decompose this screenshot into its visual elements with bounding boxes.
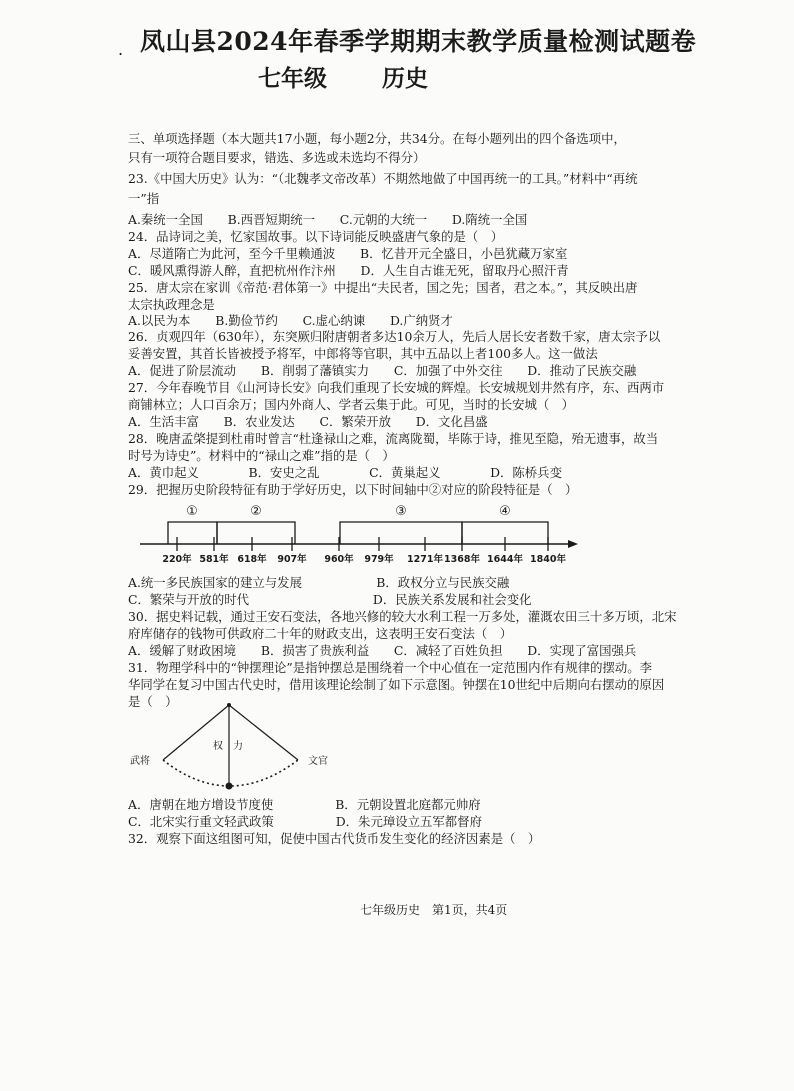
text-line: 商铺林立；人口百余万；国内外商人、学者云集于此。可见，当时的长安城（ ） xyxy=(128,397,575,412)
pendulum-arc xyxy=(163,760,298,786)
header-bullet: . xyxy=(118,40,124,59)
timeline-stage-label: ① xyxy=(186,504,198,519)
text-line: 31．物理学科中的“钟摆理论”是指钟摆总是围绕着一个中心值在一定范围内作有规律的摆动。李 xyxy=(128,660,653,675)
pendulum-diagram xyxy=(163,705,298,786)
text-line: 时号为诗史”。材料中的“禄山之难”指的是（ ） xyxy=(128,448,395,463)
text-line: 30．据史料记载，通过王安石变法，各地兴修的较大水利工程一万多处，灌溉农田三十多万顷，北宋 xyxy=(128,609,677,624)
timeline-tick-label: 581年 xyxy=(199,554,229,565)
page-footer: 七年级历史 第1页，共4页 xyxy=(360,903,508,917)
pendulum-right-label: 文官 xyxy=(308,756,328,767)
text-line: A.秦统一全国 B.西晋短期统一 C.元朝的大统一 D.隋统一全国 xyxy=(128,212,528,227)
text-line: 26．贞观四年（630年），东突厥归附唐朝者多达10余万人，先后人居长安者数千家，唐太宗予以 xyxy=(128,329,661,344)
text-line: 是（ ） xyxy=(128,694,178,709)
text-line: 华同学在复习中国古代史时，借用该理论绘制了如下示意图。钟摆在10世纪中后期向右摆动的原因 xyxy=(128,677,665,692)
text-line: A．促进了阶层流动 B．削弱了藩镇实力 C．加强了中外交往 D．推动了民族交融 xyxy=(128,363,637,378)
pendulum-pivot xyxy=(227,703,231,707)
stage-4-bracket xyxy=(462,522,548,544)
timeline-tick-label: 979年 xyxy=(364,554,394,565)
pendulum-center-label-2: 力 xyxy=(233,741,243,752)
stage-1-bracket xyxy=(168,522,217,544)
timeline-arrow-icon xyxy=(568,540,578,548)
exam-title: 凤山县2024年春季学期期末教学质量检测试题卷 xyxy=(140,27,697,56)
timeline-tick-label: 1840年 xyxy=(530,554,566,565)
text-line: C．暖风熏得游人醉，直把杭州作汴州 D．人生自古谁无死，留取丹心照汗青 xyxy=(128,263,569,278)
text-line: 三、单项选择题（本大题共17小题，每小题2分，共34分。在每小题列出的四个备选项中， xyxy=(128,131,626,146)
timeline-stage-label: ② xyxy=(250,504,262,519)
timeline-stage-label: ③ xyxy=(395,504,407,519)
timeline-tick-label: 907年 xyxy=(277,554,307,565)
text-line: A.统一多民族国家的建立与发展 B．政权分立与民族交融 xyxy=(128,575,510,590)
timeline-tick-label: 1271年 xyxy=(407,554,443,565)
pendulum-center-label-1: 权 xyxy=(213,741,223,752)
timeline-tick-label: 960年 xyxy=(324,554,354,565)
timeline-tick-label: 1368年 xyxy=(444,554,480,565)
pendulum-left-label: 武将 xyxy=(130,756,150,767)
pendulum-right-string xyxy=(229,705,298,760)
text-line: 太宗执政理念是 xyxy=(128,297,215,312)
text-line: 27．今年春晚节目《山河诗长安》向我们重现了长安城的辉煌。长安城规划井然有序，东、西两市 xyxy=(128,380,665,395)
text-line: A．尽道隋亡为此河，至今千里赖通波 B．忆昔开元全盛日，小邑犹藏万家室 xyxy=(128,246,568,261)
text-line: A．缓解了财政困境 B．损害了贵族利益 C．减轻了百姓负担 D．实现了富国强兵 xyxy=(128,643,637,658)
text-line: 一”指 xyxy=(128,191,160,206)
text-line: 29．把握历史阶段特征有助于学好历史，以下时间轴中②对应的阶段特征是（ ） xyxy=(128,482,578,497)
pendulum-bob xyxy=(226,783,233,790)
text-line: 24．品诗词之美，忆家国故事。以下诗词能反映盛唐气象的是（ ） xyxy=(128,229,504,244)
stage-2-bracket xyxy=(217,522,295,544)
text-line: 32．观察下面这组图可知，促使中国古代货币发生变化的经济因素是（ ） xyxy=(128,831,541,846)
exam-subject: 历史 xyxy=(382,65,428,92)
timeline-tick-label: 1644年 xyxy=(487,554,523,565)
text-line: 府库储存的钱物可供政府二十年的财政支出，这表明王安石变法（ ） xyxy=(128,626,513,641)
text-line: 只有一项符合题目要求，错选、多选或未选均不得分） xyxy=(128,150,426,165)
text-line: A．黄巾起义 B．安史之乱 C．黄巢起义 D．陈桥兵变 xyxy=(128,465,562,480)
text-line: C．繁荣与开放的时代 D．民族关系发展和社会变化 xyxy=(128,592,532,607)
text-line: A．生活丰富 B．农业发达 C．繁荣开放 D．文化昌盛 xyxy=(128,414,488,429)
text-line: A.以民为本 B.勤俭节约 C.虚心纳谏 D.广纳贤才 xyxy=(128,313,453,328)
text-line: 25．唐太宗在家训《帝范·君体第一》中提出“夫民者，国之先；国者，君之本。”，其反映出唐 xyxy=(128,280,638,295)
pendulum-left-string xyxy=(163,705,229,760)
text-line: 妥善安置，其首长皆被授予将军，中郎将等官职，其中五品以上者100多人。这一做法 xyxy=(128,346,598,361)
text-line: C．北宋实行重文轻武政策 D．朱元璋设立五军都督府 xyxy=(128,814,482,829)
text-line: A．唐朝在地方增设节度使 B．元朝设置北庭都元帅府 xyxy=(128,797,481,812)
exam-grade: 七年级 xyxy=(258,65,327,92)
timeline-stage-label: ④ xyxy=(499,504,511,519)
stage-3-bracket xyxy=(340,522,462,544)
text-line: 28．晚唐孟棨提到杜甫时曾言“杜逢禄山之难，流离陇蜀，毕陈于诗，推见至隐，殆无遗事，故当 xyxy=(128,431,659,446)
timeline-tick-label: 220年 xyxy=(162,554,192,565)
text-line: 23.《中国大历史》认为：“（北魏孝文帝改革）不期然地做了中国再统一的工具。”材料中“再统 xyxy=(128,171,638,186)
timeline-tick-label: 618年 xyxy=(237,554,267,565)
